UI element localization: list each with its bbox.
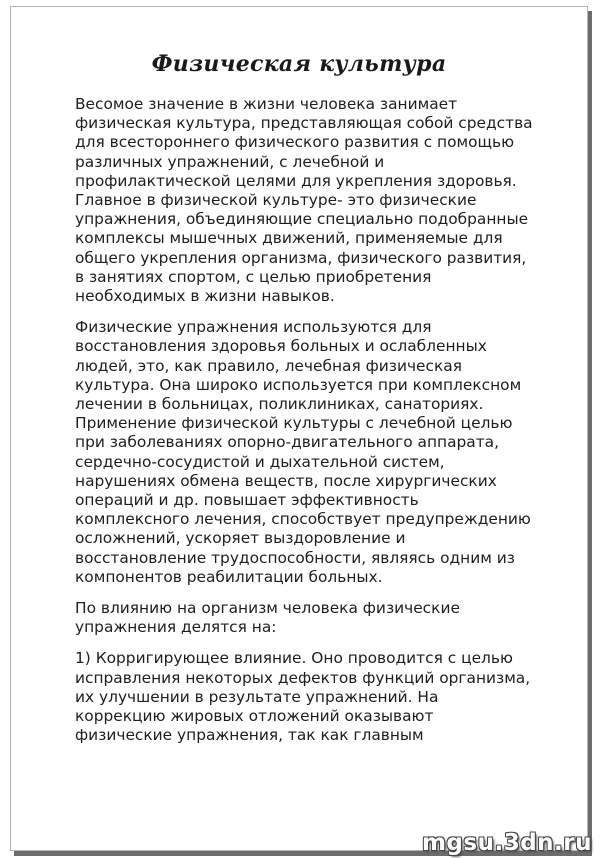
text-line: исправления некоторых дефектов функций организма, — [75, 668, 531, 687]
text-line: операций и др. повышает эффективность — [75, 491, 419, 510]
text-line: восстановление трудоспособности, являясь одним из — [75, 548, 515, 567]
text-line: осложнений, ускоряет выздоровление и — [75, 529, 406, 548]
text-line: комплексы мышечных движений, применяемые для — [75, 229, 503, 248]
paragraph-1 — [75, 95, 589, 306]
paragraph-2 — [75, 318, 589, 587]
text-line: Физические упражнения используются для — [75, 318, 432, 337]
text-line: комплексного лечения, способствует предупреждению — [75, 510, 531, 529]
paragraph-3 — [75, 599, 589, 637]
text-line: По влиянию на организм человека физические — [75, 599, 460, 618]
text-line: их улучшении в результате упражнений. На — [75, 687, 439, 706]
text-line: физическая культура, представляющая собой средства — [75, 114, 533, 133]
text-line: сердечно-сосудистой и дыхательной систем, — [75, 452, 445, 471]
document-title: Физическая культура — [151, 51, 447, 77]
text-line: профилактической целями для укрепления здоровья. — [75, 171, 517, 190]
text-line: общего укрепления организма, физического развития, — [75, 248, 527, 267]
text-line: коррекцию жировых отложений оказывают — [75, 707, 434, 726]
text-line: Применение физической культуры с лечебной целью — [75, 414, 513, 433]
paragraph-4 — [75, 649, 589, 745]
text-line: лечении в больницах, поликлиниках, санаториях. — [75, 395, 484, 414]
text-line: упражнения, объединяющие специально подобранные — [75, 210, 529, 229]
text-line: компонентов реабилитации больных. — [75, 567, 383, 586]
text-line: нарушениях обмена веществ, после хирургических — [75, 471, 497, 490]
document-page — [10, 6, 588, 851]
text-line: в занятиях спортом, с целью приобретения — [75, 267, 432, 286]
site-watermark: mgsu.3dn.ru — [421, 830, 592, 856]
text-line: восстановления здоровья больных и ослабленных — [75, 337, 487, 356]
text-line: различных упражнений, с лечебной и — [75, 152, 385, 171]
text-line: для всестороннего физического развития с помощью — [75, 133, 515, 152]
text-line: Весомое значение в жизни человека занимает — [75, 95, 458, 113]
text-line: 1) Корригирующее влияние. Оно проводится с целью — [75, 649, 513, 668]
text-line: Главное в физической культуре- это физические — [75, 191, 477, 210]
text-line: физические упражнения, так как главным — [75, 726, 424, 745]
text-line: упражнения делятся на: — [75, 618, 277, 637]
text-line: при заболеваниях опорно-двигательного аппарата, — [75, 433, 500, 452]
document-body — [75, 95, 589, 758]
text-line: культура. Она широко используется при комплексном — [75, 375, 522, 394]
text-line: людей, это, как правило, лечебная физическая — [75, 356, 462, 375]
text-line: необходимых в жизни навыков. — [75, 287, 335, 306]
